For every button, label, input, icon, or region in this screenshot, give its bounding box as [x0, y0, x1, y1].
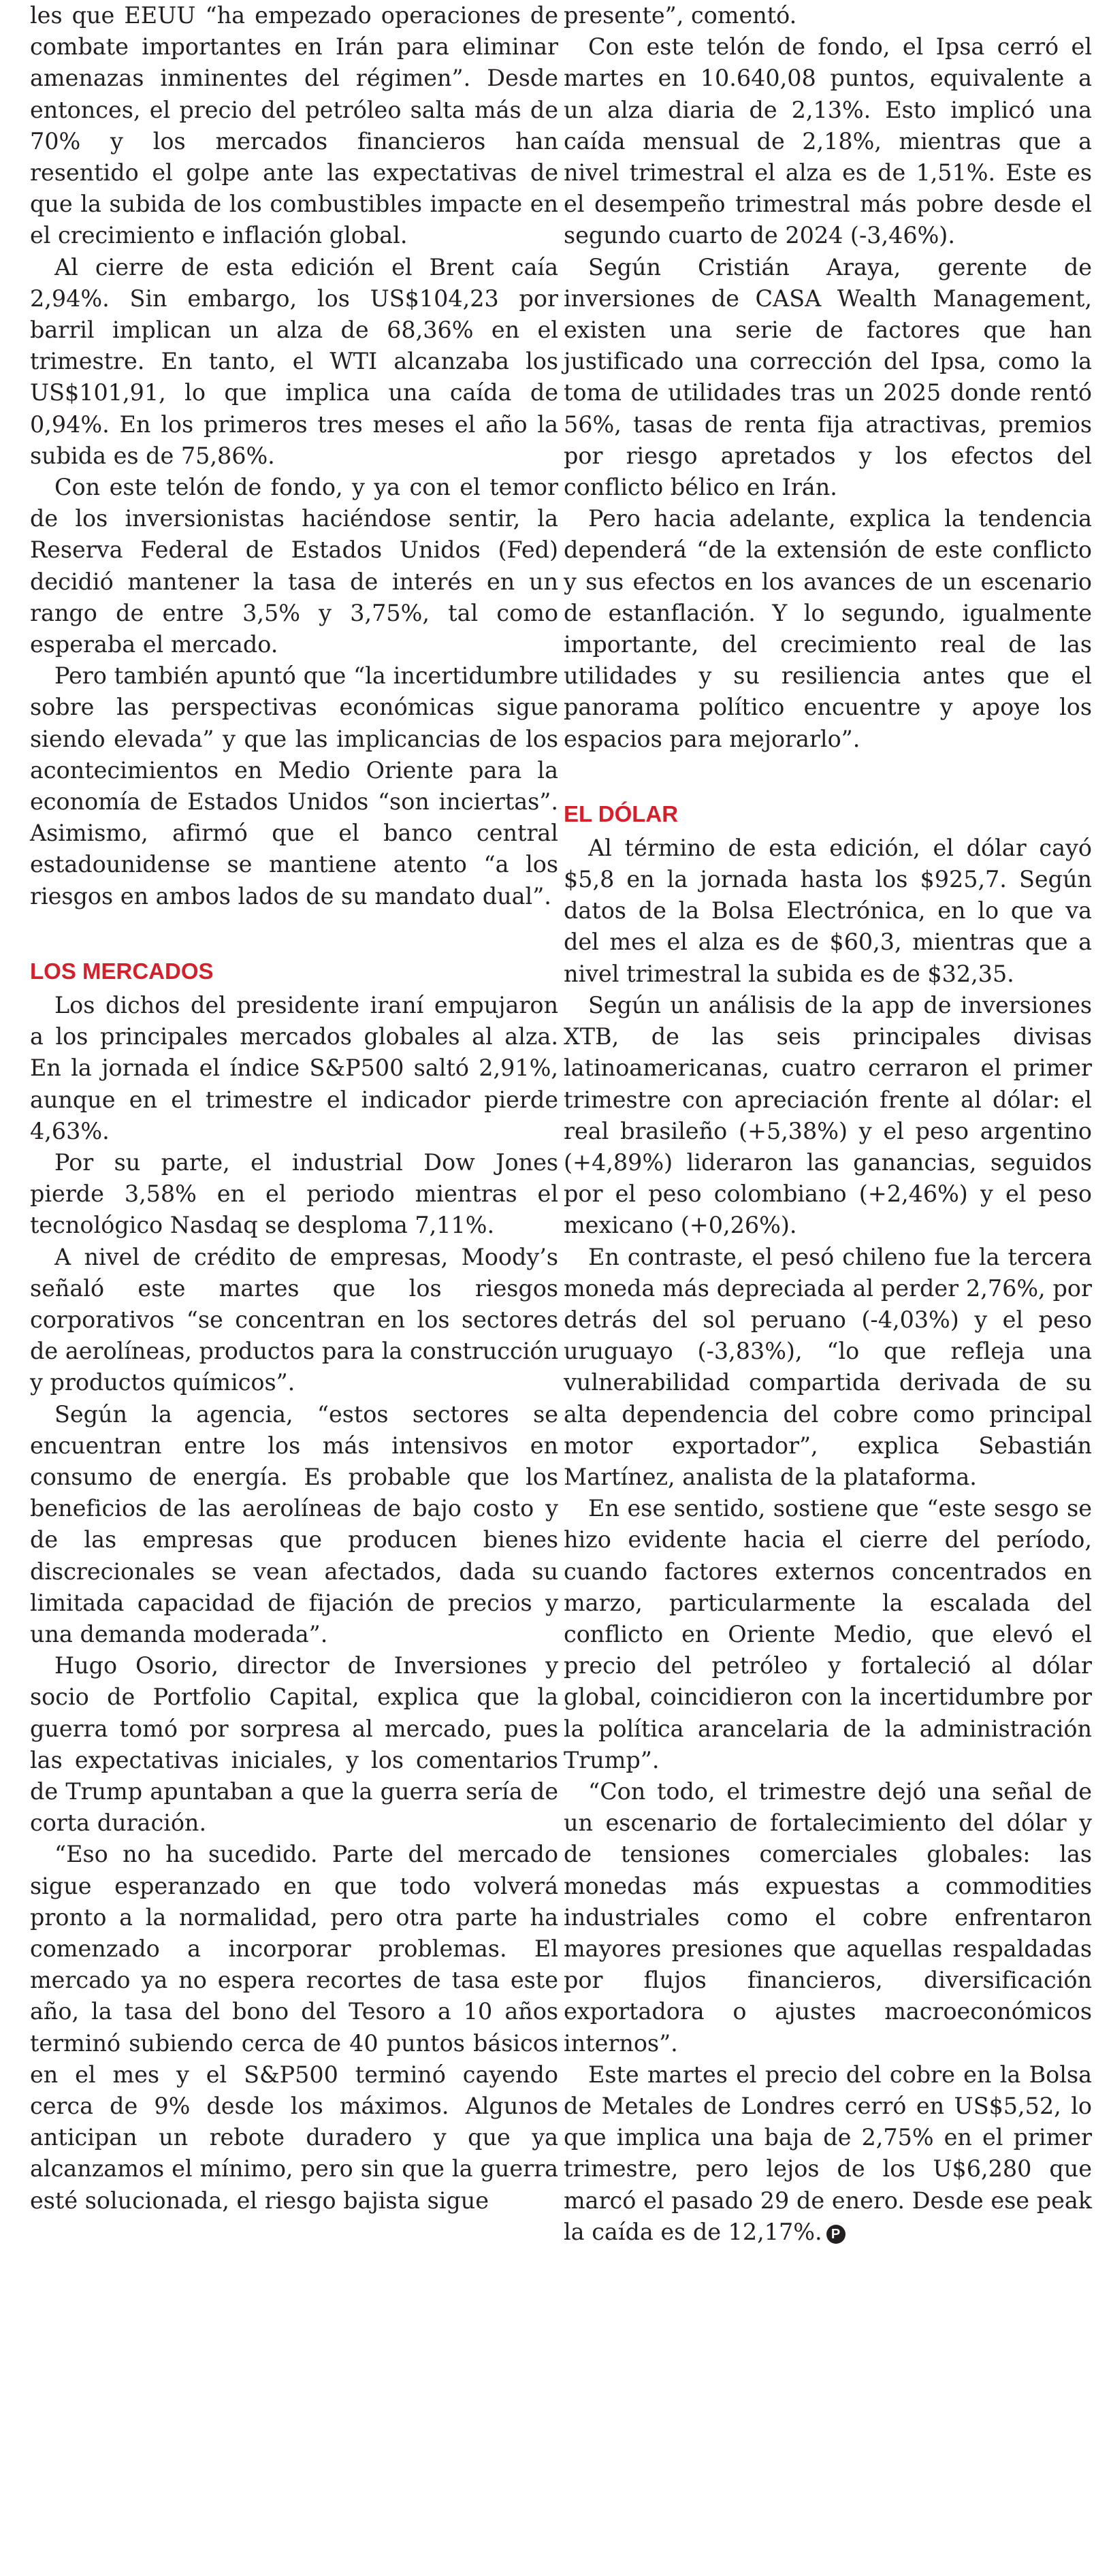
- paragraph: Los dichos del presidente iraní empujaron a los principales mercados globales al alza. En la jornada el índice S&P500 saltó 2,91%, aunque en el trimestre el indicador pierde 4,63%.: [30, 991, 558, 1144]
- paragraph: “Con todo, el trimestre dejó una señal de un escenario de fortalecimiento del dólar y de tensiones comerciales globales: las monedas más expuestas a commodities industriales como el cobre enfrentaron mayores presiones que aquellas respaldadas por flujos financieros, diversificación exportadora o ajustes macroeconómicos internos”.: [564, 1777, 1092, 2057]
- left-column: [30, 0, 558, 2217]
- paragraph: Pero hacia adelante, explica la tendencia dependerá “de la extensión de este conflicto y sus efectos en los avances de un escenario de estanflación. Y lo segundo, igualmente importante, del crecimiento real de las utilidades y su resiliencia antes que el panorama político encuentre y apoye los espacios para mejorarlo”.: [564, 505, 1092, 752]
- section-heading-markets: LOS MERCADOS: [30, 958, 214, 984]
- paragraph: A nivel de crédito de empresas, Moody’s señaló este martes que los riesgos corporativos “se concentran en los sectores de aerolíneas, productos para la construcción y productos químicos”.: [30, 1243, 558, 1396]
- paragraph: Por su parte, el industrial Dow Jones pierde 3,58% en el periodo mientras el tecnológico Nasdaq se desploma 7,11%.: [30, 1148, 558, 1239]
- paragraph: presente”, comentó.: [564, 2, 797, 29]
- paragraph: Según un análisis de la app de inversiones XTB, de las seis principales divisas latinoamericanas, cuatro cerraron el primer trimestre con apreciación frente al dólar: el real brasileño (+5,38%) y el peso argentino (+4,89%) lideraron las ganancias, seguidos por el peso colombiano (+2,46%) y el peso mexicano (+0,26%).: [564, 991, 1092, 1239]
- paragraph: Con este telón de fondo, el Ipsa cerró el martes en 10.640,08 puntos, equivalente a un alza diaria de 2,13%. Esto implicó una caída mensual de 2,18%, mientras que a nivel trimestral el alza es de 1,51%. Este es el desempeño trimestral más pobre desde el segundo cuarto de 2024 (-3,46%).: [564, 33, 1092, 249]
- paragraph: En contraste, el pesó chileno fue la tercera moneda más depreciada al perder 2,76%, por detrás del sol peruano (-4,03%) y el peso uruguayo (-3,83%), “lo que refleja una vulnerabilidad compartida derivada de su alta dependencia del cobre como principal motor exportador”, explica Sebastián Martínez, analista de la plataforma.: [564, 1243, 1092, 1490]
- paragraph: les que EEUU “ha empezado operaciones de combate importantes en Irán para eliminar amenazas inminentes del régimen”. Desde entonces, el precio del petróleo salta más de 70% y los mercados financieros han resentido el golpe ante las expectativas de que la subida de los combustibles impacte en el crecimiento e inflación global.: [30, 2, 558, 249]
- paragraph: Pero también apuntó que “la incertidumbre sobre las perspectivas económicas sigue siendo elevada” y que las implicancias de los acontecimientos en Medio Oriente para la economía de Estados Unidos “son inciertas”. Asimismo, afirmó que el banco central estadounidense se mantiene atento “a los riesgos en ambos lados de su mandato dual”.: [30, 662, 558, 909]
- paragraph: Según la agencia, “estos sectores se encuentran entre los más intensivos en consumo de energía. Es probable que los beneficios de las aerolíneas de bajo costo y de las empresas que producen bienes discrecionales se vean afectados, dada su limitada capacidad de fijación de precios y una demanda moderada”.: [30, 1400, 558, 1647]
- right-column: [564, 0, 1092, 2248]
- end-of-article-icon: P: [826, 2225, 846, 2244]
- paragraph: Hugo Osorio, director de Inversiones y socio de Portfolio Capital, explica que la guerra tomó por sorpresa al mercado, pues las expectativas iniciales, y los comentarios de Trump apuntaban a que la guerra sería de corta duración.: [30, 1652, 558, 1837]
- section-heading-dollar: EL DÓLAR: [564, 801, 679, 826]
- paragraph: Según Cristián Araya, gerente de inversiones de CASA Wealth Management, existen una serie de factores que han justificado una corrección del Ipsa, como la toma de utilidades tras un 2025 donde rentó 56%, tasas de renta fija atractivas, premios por riesgo apretados y los efectos del conflicto bélico en Irán.: [564, 253, 1092, 501]
- paragraph-final-text: Este martes el precio del cobre en la Bolsa de Metales de Londres cerró en US$5,52, lo que implica una baja de 2,75% en el primer trimestre, pero lejos de los U$6,280 que marcó el pasado 29 de enero. Desde ese peak la caída es de 12,17%.: [564, 2061, 1092, 2245]
- paragraph: Al término de esta edición, el dólar cayó $5,8 en la jornada hasta los $925,7. Según datos de la Bolsa Electrónica, en lo que va del mes el alza es de $60,3, mientras que a nivel trimestral la subida es de $32,35.: [564, 834, 1092, 987]
- paragraph: En ese sentido, sostiene que “este sesgo se hizo evidente hacia el cierre del período, cuando factores externos concentrados en marzo, particularmente la escalada del conflicto en Oriente Medio, que elevó el precio del petróleo y fortaleció al dólar global, coincidieron con la incertidumbre por la política arancelaria de la administración Trump”.: [564, 1495, 1092, 1773]
- paragraph: Al cierre de esta edición el Brent caía 2,94%. Sin embargo, los US$104,23 por barril implican un alza de 68,36% en el trimestre. En tanto, el WTI alcanzaba los US$101,91, lo que implica una caída de 0,94%. En los primeros tres meses el año la subida es de 75,86%.: [30, 253, 558, 469]
- paragraph: “Eso no ha sucedido. Parte del mercado sigue esperanzado en que todo volverá pronto a la normalidad, pero otra parte ha comenzado a incorporar problemas. El mercado ya no espera recortes de tasa este año, la tasa del bono del Tesoro a 10 años terminó subiendo cerca de 40 puntos básicos en el mes y el S&P500 terminó cayendo cerca de 9% desde los máximos. Algunos anticipan un rebote duradero y que ya alcanzamos el mínimo, pero sin que la guerra esté solucionada, el riesgo bajista sigue: [30, 1841, 558, 2214]
- paragraph: Con este telón de fondo, y ya con el temor de los inversionistas haciéndose sentir, la Reserva Federal de Estados Unidos (Fed) decidió mantener la tasa de interés en un rango de entre 3,5% y 3,75%, tal como esperaba el mercado.: [30, 474, 558, 658]
- paragraph-final: [564, 2059, 1092, 2248]
